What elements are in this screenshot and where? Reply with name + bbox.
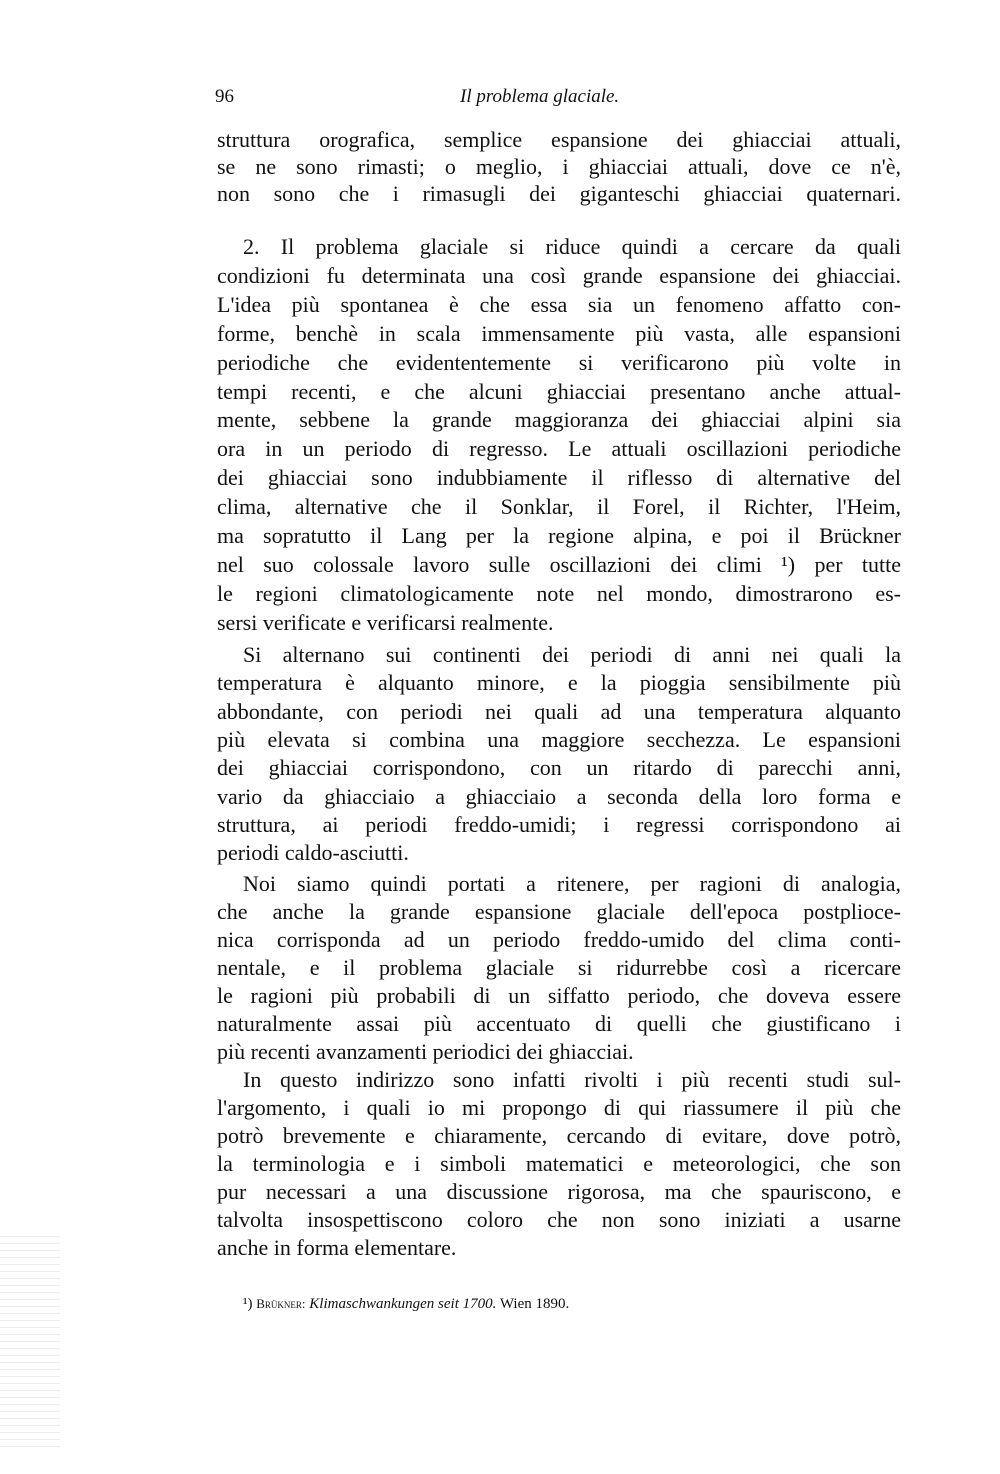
text-line: 2. Il problema glaciale si riduce quindi a cercare da quali xyxy=(243,234,901,259)
footnote-author: Brükner: xyxy=(256,1296,306,1311)
text-line: periodiche che evidententemente si verificarono più volte in xyxy=(217,349,901,375)
footnote xyxy=(243,1296,569,1313)
text-line: Noi siamo quindi portati a ritenere, per ragioni di analogia, xyxy=(243,871,901,896)
text-line: Si alternano sui continenti dei periodi di anni nei quali la xyxy=(243,642,901,667)
text-line: vario da ghiacciaio a ghiacciaio a seconda della loro forma e xyxy=(217,783,901,809)
text-line: forme, benchè in scala immensamente più vasta, alle espansioni xyxy=(217,320,901,346)
text-line: pur necessari a una discussione rigorosa, ma che spauriscono, e xyxy=(217,1179,901,1204)
text-line: l'argomento, i quali io mi propongo di qui riassumere il più che xyxy=(217,1095,901,1120)
text-line: nica corrisponda ad un periodo freddo-umido del clima conti- xyxy=(217,927,901,952)
text-line: dei ghiacciai corrispondono, con un ritardo di parecchi anni, xyxy=(217,755,901,781)
text-line: sersi verificate e verificarsi realmente. xyxy=(217,609,554,635)
text-line: le ragioni più probabili di un siffatto periodo, che doveva essere xyxy=(217,983,901,1008)
footnote-title: Klimaschwankungen seit 1700. xyxy=(309,1296,497,1312)
footnote-place-year: Wien 1890. xyxy=(499,1296,570,1312)
text-line: più elevata si combina una maggiore secchezza. Le espansioni xyxy=(217,726,901,752)
text-line: nentale, e il problema glaciale si ridurrebbe così a ricercare xyxy=(217,955,901,980)
text-line: abbondante, con periodi nei quali ad una temperatura alquanto xyxy=(217,698,901,724)
text-line: naturalmente assai più accentuato di quelli che giustificano i xyxy=(217,1011,901,1036)
text-line: L'idea più spontanea è che essa sia un fenomeno affatto con- xyxy=(217,291,901,317)
text-line: ma sopratutto il Lang per la regione alpina, e poi il Brückner xyxy=(217,523,901,548)
text-line: più recenti avanzamenti periodici dei ghiacciai. xyxy=(217,1039,634,1064)
scan-noise xyxy=(0,1230,60,1450)
text-line: le regioni climatologicamente note nel mondo, dimostrarono es- xyxy=(217,580,901,606)
text-line: nel suo colossale lavoro sulle oscillazioni dei climi ¹) per tutte xyxy=(217,551,901,577)
running-title: Il problema glaciale. xyxy=(460,86,620,107)
text-line: condizioni fu determinata una così grande espansione dei ghiacciai. xyxy=(217,262,901,288)
text-line: In questo indirizzo sono infatti rivolti i più recenti studi sul- xyxy=(243,1067,901,1092)
footnote-marker: ¹) xyxy=(243,1296,253,1312)
text-line: dei ghiacciai sono indubbiamente il riflesso di alternative del xyxy=(217,465,901,491)
text-line: se ne sono rimasti; o meglio, i ghiacciai attuali, dove ce n'è, xyxy=(217,154,901,179)
text-line: struttura, ai periodi freddo-umidi; i regressi corrispondono ai xyxy=(217,811,901,837)
text-line: talvolta insospettiscono coloro che non sono iniziati a usarne xyxy=(217,1207,901,1232)
text-line: periodi caldo-asciutti. xyxy=(217,840,409,866)
text-line: clima, alternative che il Sonklar, il Forel, il Richter, l'Heim, xyxy=(217,494,901,520)
text-line: che anche la grande espansione glaciale dell'epoca postplioce- xyxy=(217,899,901,924)
text-line: temperatura è alquanto minore, e la pioggia sensibilmente più xyxy=(217,670,901,696)
text-line: potrò brevemente e chiaramente, cercando di evitare, dove potrò, xyxy=(217,1123,901,1148)
page-number: 96 xyxy=(215,86,234,107)
text-line: ora in un periodo di regresso. Le attuali oscillazioni periodiche xyxy=(217,436,901,462)
text-line: anche in forma elementare. xyxy=(217,1235,457,1260)
text-line: struttura orografica, semplice espansione dei ghiacciai attuali, xyxy=(217,127,901,152)
text-line: non sono che i rimasugli dei giganteschi ghiacciai quaternari. xyxy=(217,181,901,206)
text-line: la terminologia e i simboli matematici e meteorologici, che son xyxy=(217,1151,901,1176)
text-line: tempi recenti, e che alcuni ghiacciai presentano anche attual- xyxy=(217,378,901,404)
text-line: mente, sebbene la grande maggioranza dei ghiacciai alpini sia xyxy=(217,407,901,433)
